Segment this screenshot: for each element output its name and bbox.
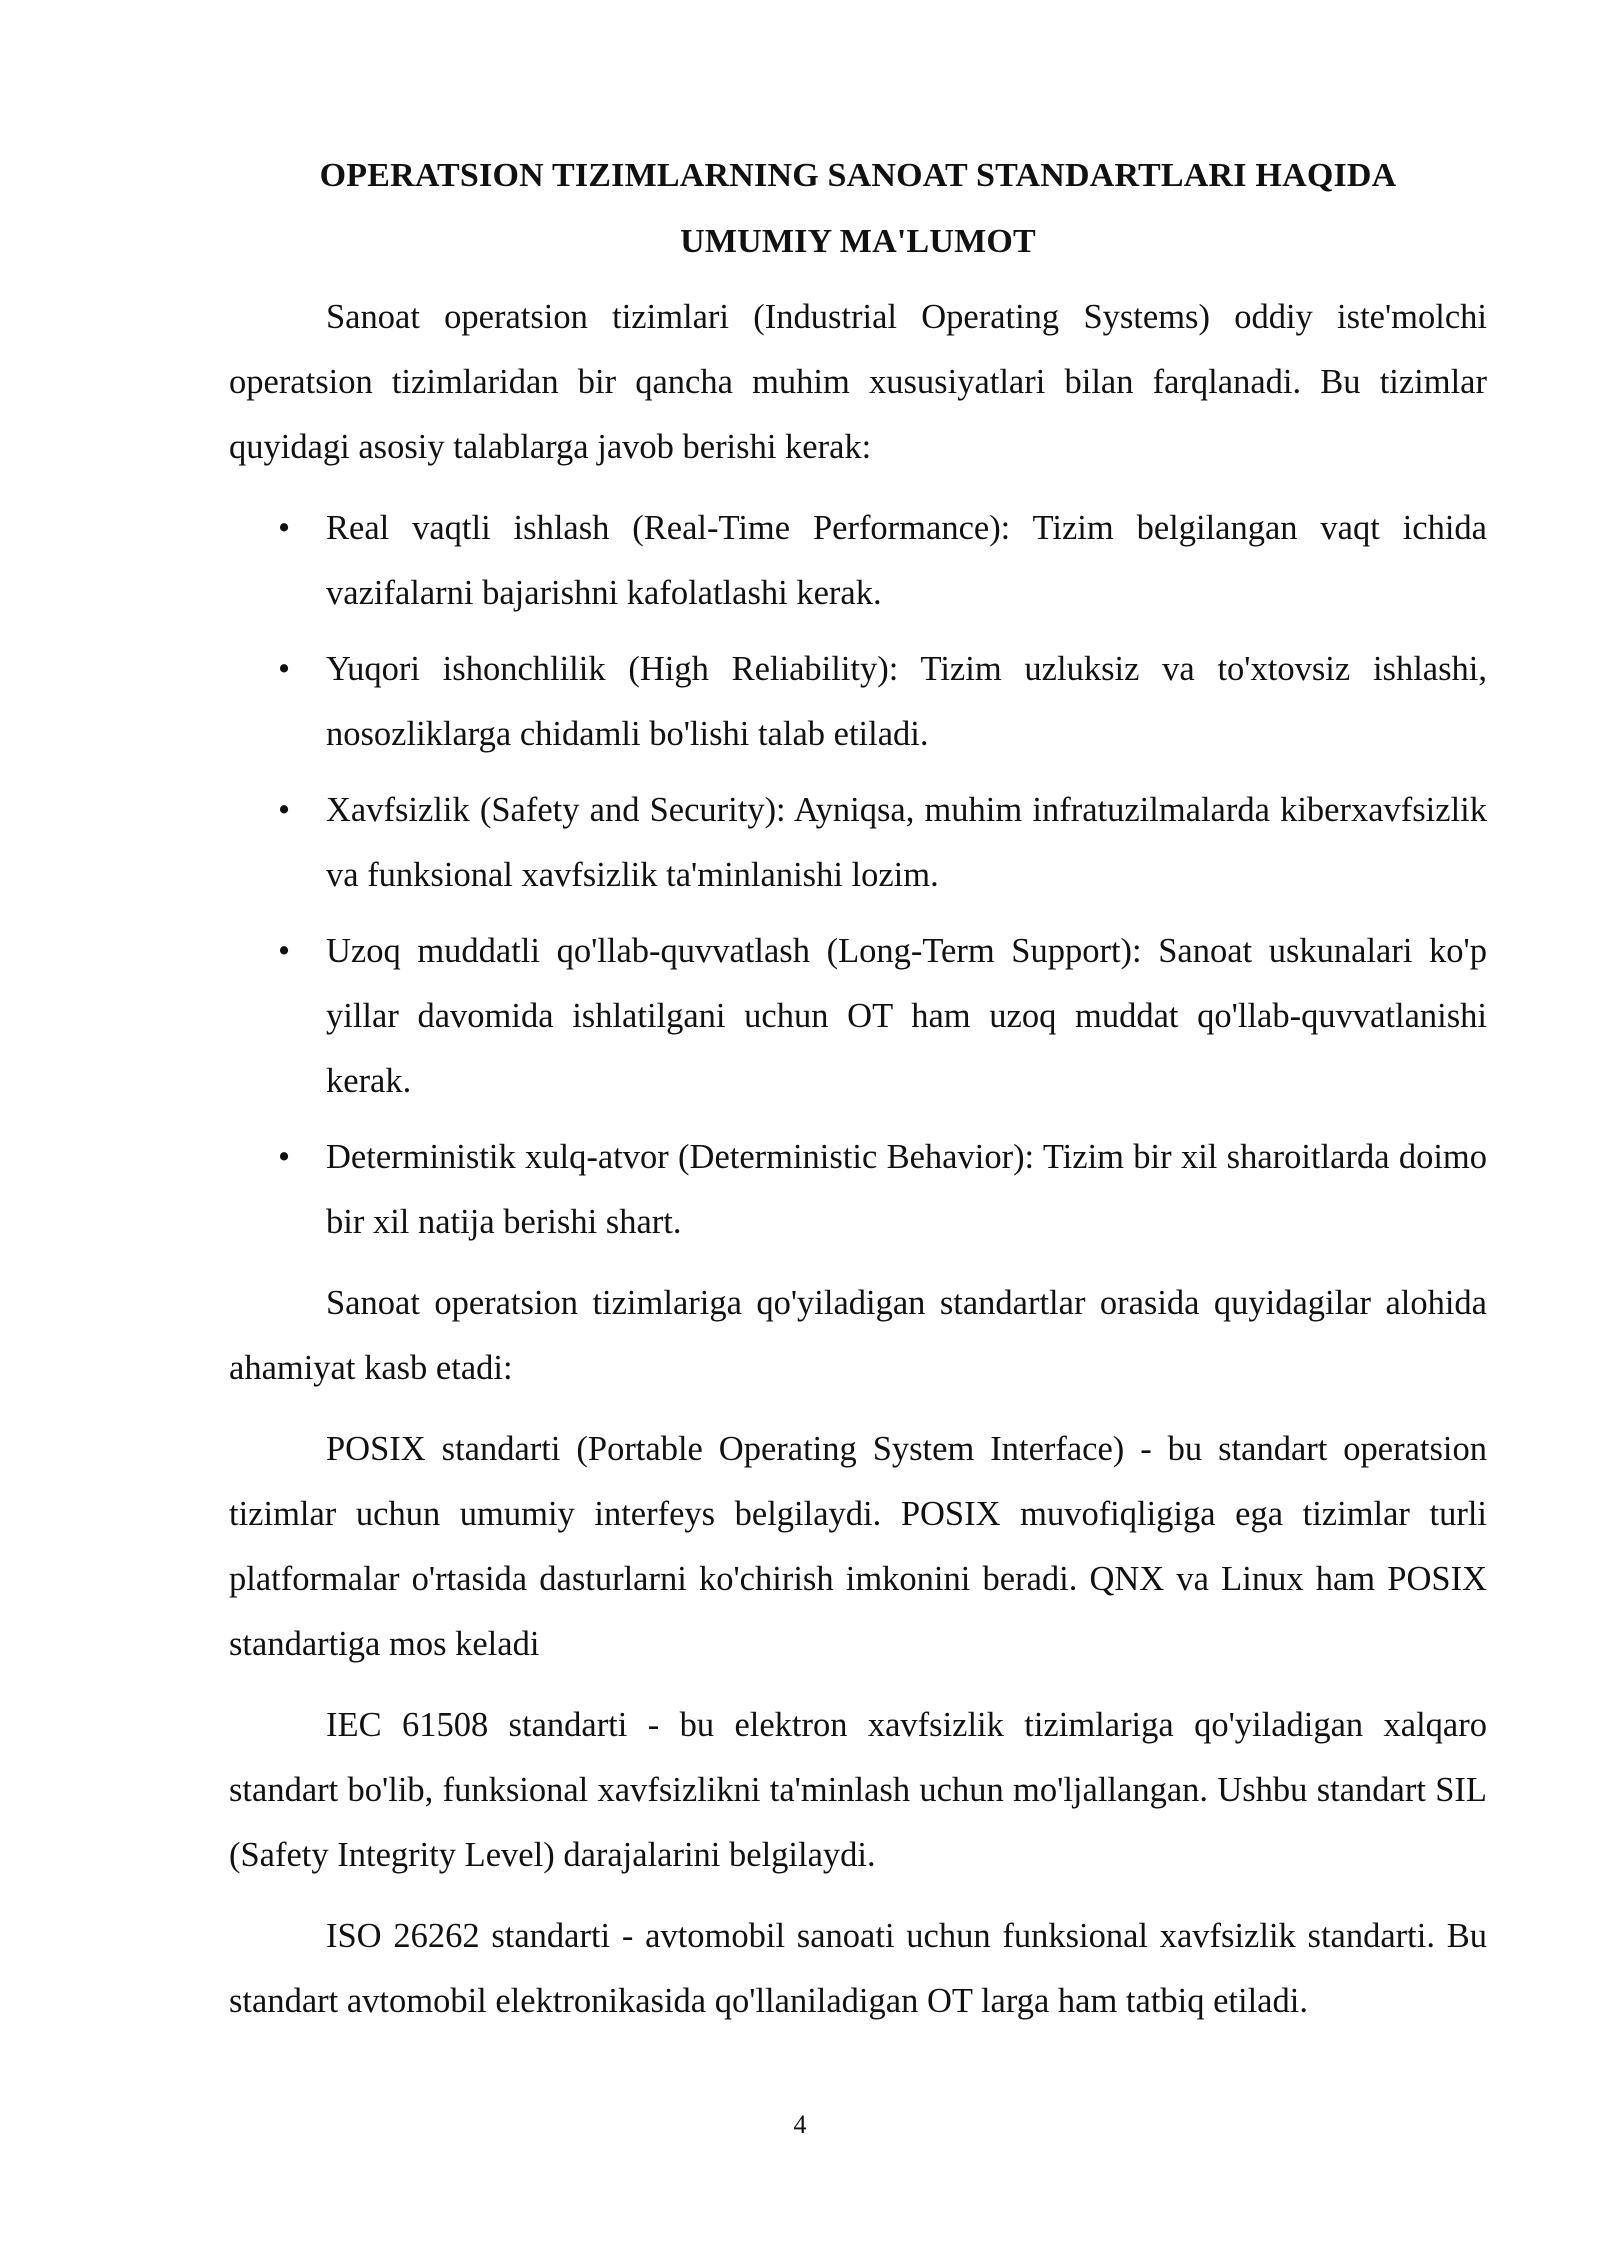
standards-intro-paragraph: Sanoat operatsion tizimlariga qo'yiladigan standartlar orasida quyidagilar alohida ahamiyat kasb etadi: (229, 1284, 1487, 1387)
requirement-item (229, 919, 1487, 1114)
requirement-text: Real vaqtli ishlash (Real-Time Performance): Tizim belgilangan vaqt ichida vazifalarni bajarishni kafolatlashi kerak. (326, 509, 1487, 612)
bullet-icon: • (278, 1138, 291, 1176)
requirement-item (229, 637, 1487, 767)
requirements-list (229, 496, 1487, 1255)
requirement-text: Deterministik xulq-atvor (Deterministic Behavior): Tizim bir xil sharoitlarda doimo bir xil natija berishi shart. (326, 1138, 1487, 1241)
requirement-text: Yuqori ishonchlilik (High Reliability): Tizim uzluksiz va to'xtovsiz ishlashi, nosozliklarga chidamli bo'lishi talab etiladi. (326, 650, 1487, 753)
requirement-text: Uzoq muddatli qo'llab-quvvatlash (Long-Term Support): Sanoat uskunalari ko'p yillar davomida ishlatilgani uchun OT ham uzoq muddat qo'llab-quvvatlanishi kerak. (326, 932, 1487, 1100)
page-number: 4 (793, 2110, 807, 2139)
requirement-item (229, 496, 1487, 626)
bullet-icon: • (278, 650, 291, 688)
requirement-item (229, 778, 1487, 908)
title-line-1: OPERATSION TIZIMLARNING SANOAT STANDARTLARI HAQIDA (319, 157, 1397, 194)
bullet-icon: • (278, 932, 291, 970)
page-content (229, 143, 1487, 2050)
title-line-2: UMUMIY MA'LUMOT (680, 223, 1036, 260)
iec-61508-paragraph: IEC 61508 standarti - bu elektron xavfsizlik tizimlariga qo'yiladigan xalqaro standart bo'lib, funksional xavfsizlikni ta'minlash uchun mo'ljallangan. Ushbu standart SIL (Safety Integrity Level) darajalarini belgilaydi. (229, 1706, 1487, 1874)
requirement-text: Xavfsizlik (Safety and Security): Ayniqsa, muhim infratuzilmalarda kiberxavfsizlik va funksional xavfsizlik ta'minlanishi lozim. (326, 791, 1487, 894)
bullet-icon: • (278, 791, 291, 829)
iso-26262-paragraph: ISO 26262 standarti - avtomobil sanoati uchun funksional xavfsizlik standarti. Bu standart avtomobil elektronikasida qo'llaniladigan OT larga ham tatbiq etiladi. (229, 1917, 1487, 2020)
intro-paragraph: Sanoat operatsion tizimlari (Industrial Operating Systems) oddiy iste'molchi operatsion tizimlaridan bir qancha muhim xususiyatlari bilan farqlanadi. Bu tizimlar quyidagi asosiy talablarga javob berishi kerak: (229, 298, 1487, 466)
document-title (229, 143, 1487, 275)
posix-paragraph: POSIX standarti (Portable Operating System Interface) - bu standart operatsion tizimlar uchun umumiy interfeys belgilaydi. POSIX muvofiqligiga ega tizimlar turli platformalar o'rtasida dasturlarni ko'chirish imkonini beradi. QNX va Linux ham POSIX standartiga mos keladi (229, 1430, 1487, 1663)
requirement-item (229, 1125, 1487, 1255)
bullet-icon: • (278, 509, 291, 547)
